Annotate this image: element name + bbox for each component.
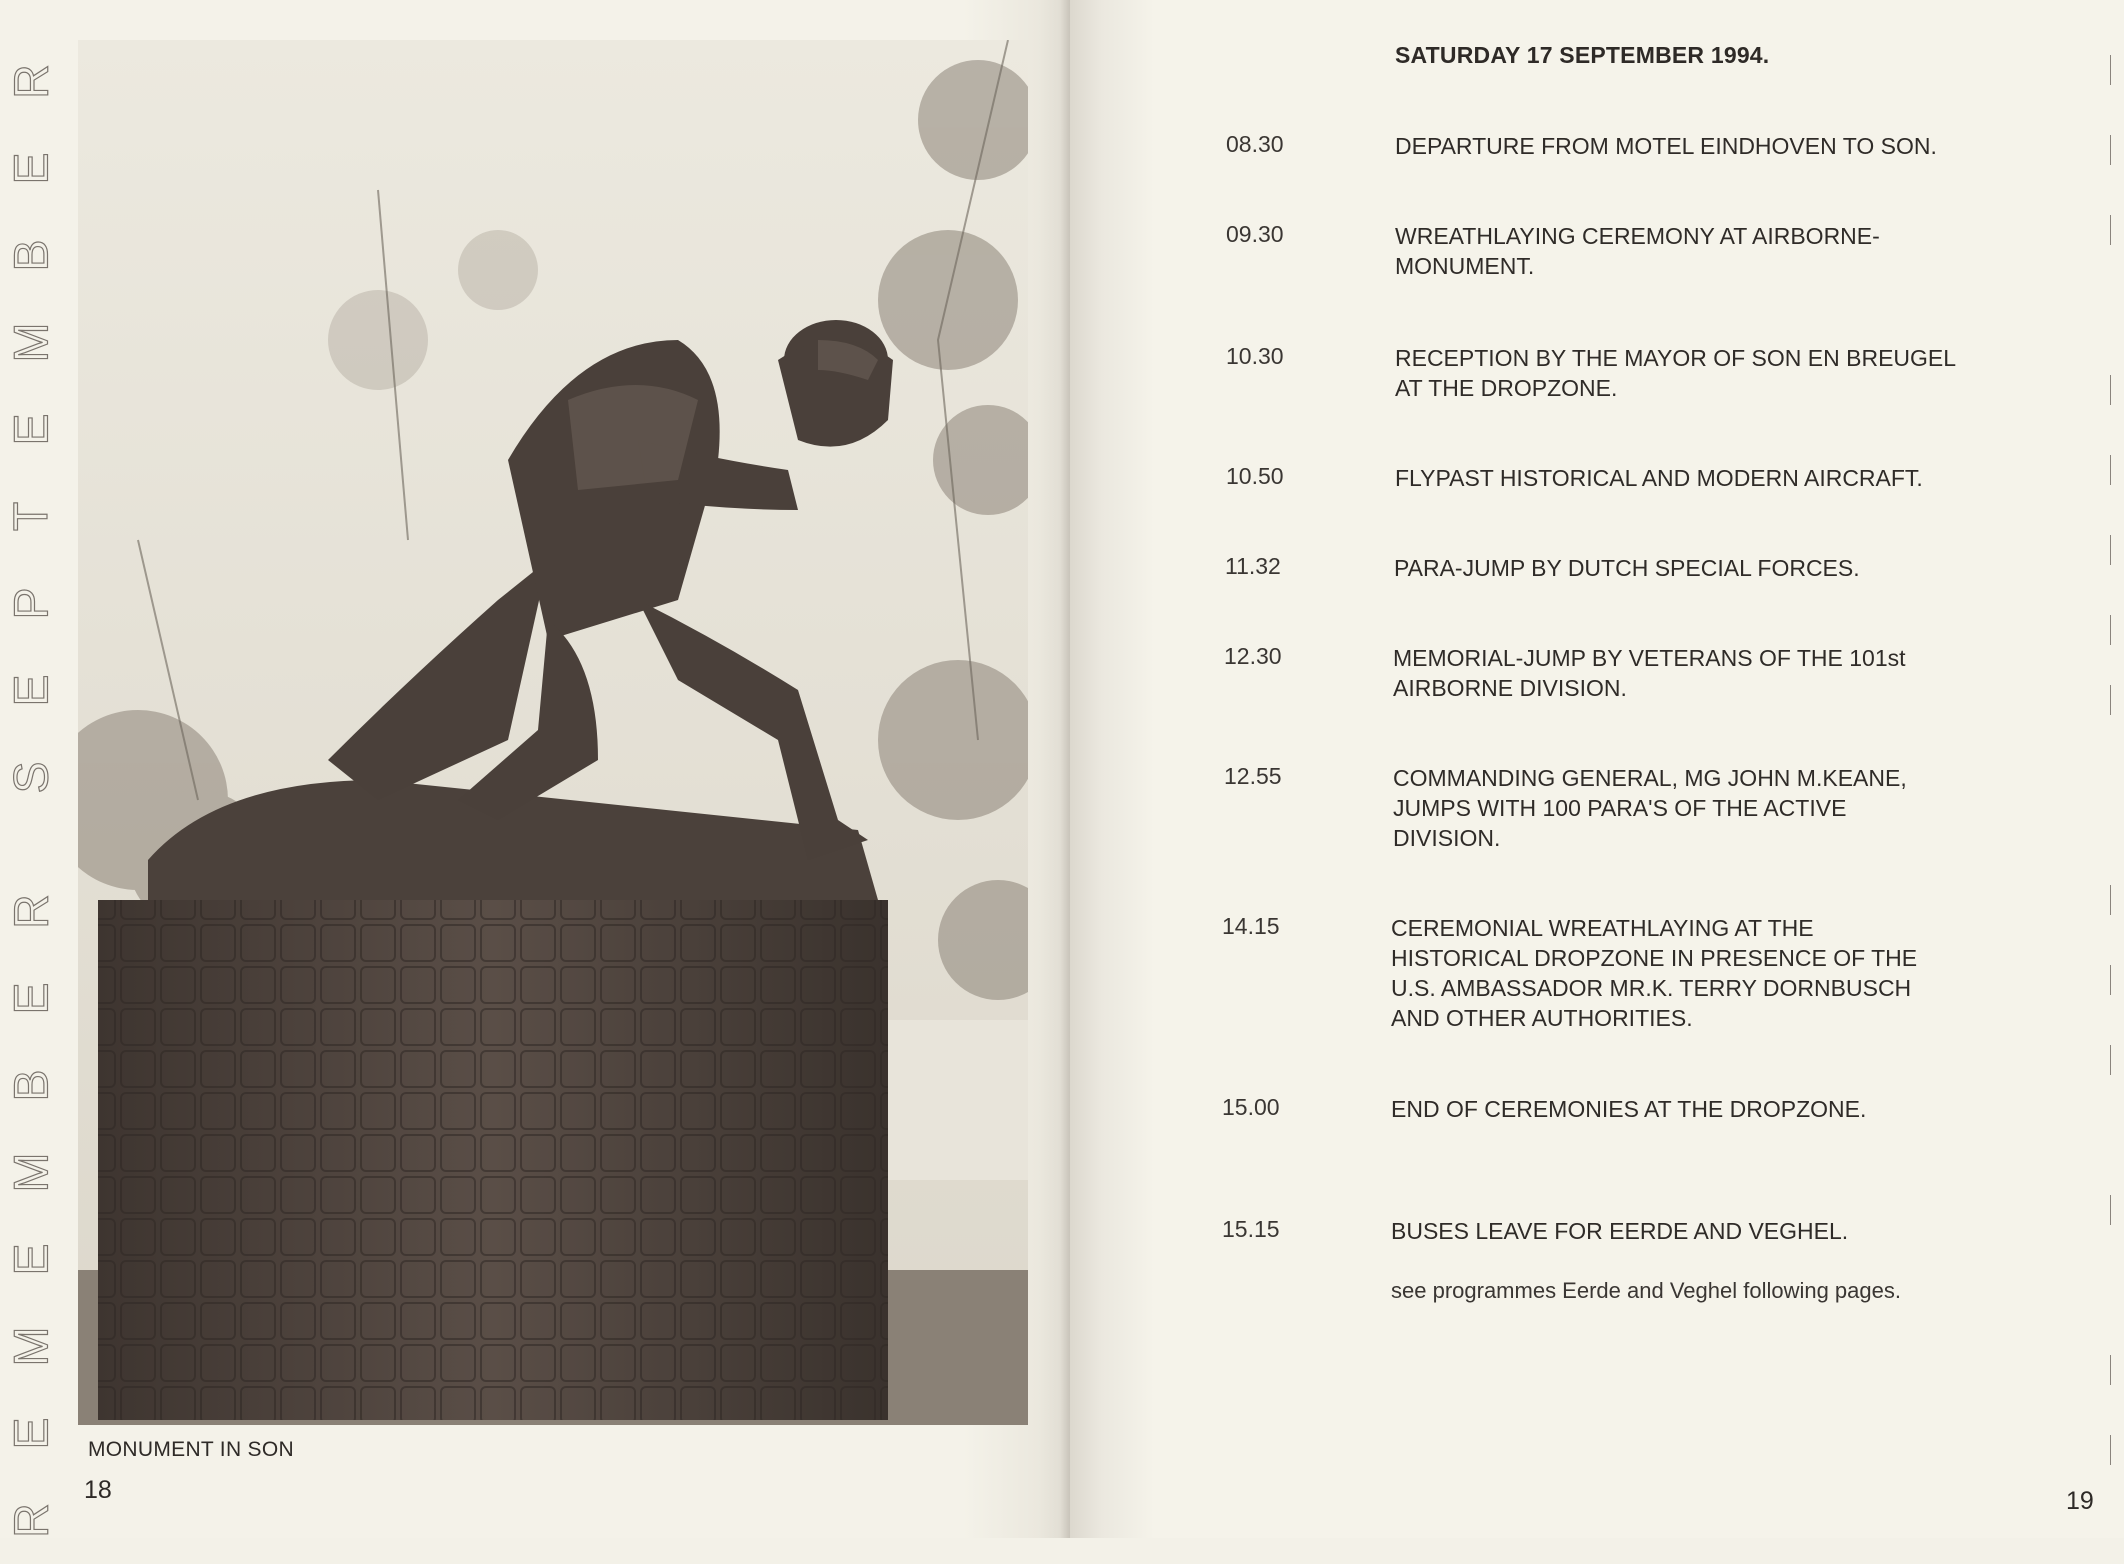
vertical-word-remember	[5, 868, 82, 1564]
schedule-text: MEMORIAL-JUMP BY VETERANS OF THE 101st AIRBORNE DIVISION.	[1393, 645, 1906, 701]
vertical-letter: B	[5, 239, 59, 272]
schedule-title: SATURDAY 17 SEPTEMBER 1994.	[1395, 42, 1770, 68]
schedule-time: 12.30	[1224, 643, 1282, 669]
vertical-letter: P	[5, 587, 59, 620]
schedule-time: 08.30	[1226, 131, 1284, 157]
vertical-letter: T	[5, 501, 59, 532]
schedule-time: 11.32	[1225, 553, 1281, 579]
vertical-letter: M	[5, 1152, 59, 1193]
schedule-text: DEPARTURE FROM MOTEL EINDHOVEN TO SON.	[1395, 133, 1937, 159]
vertical-letter: E	[5, 674, 59, 707]
vertical-letter: R	[5, 64, 59, 99]
vertical-letter: E	[5, 982, 59, 1015]
vertical-letter: M	[5, 1326, 59, 1367]
schedule-text: FLYPAST HISTORICAL AND MODERN AIRCRAFT.	[1395, 465, 1923, 491]
photo-caption: MONUMENT IN SON	[88, 1438, 294, 1461]
vertical-word-september	[5, 38, 82, 821]
schedule-time: 10.30	[1226, 343, 1284, 369]
schedule-time: 15.15	[1222, 1216, 1280, 1242]
monument-photo	[78, 40, 1028, 1425]
vertical-letter: B	[5, 1069, 59, 1102]
vertical-letter: M	[5, 322, 59, 363]
vertical-letter: E	[5, 413, 59, 446]
schedule-text: END OF CEREMONIES AT THE DROPZONE.	[1391, 1096, 1867, 1122]
vertical-letter: E	[5, 1417, 59, 1450]
vertical-letter: E	[5, 1243, 59, 1276]
schedule-time: 09.30	[1226, 221, 1284, 247]
vertical-letter: R	[5, 894, 59, 929]
edge-letters-cutoff	[2110, 55, 2124, 1515]
schedule-time: 15.00	[1222, 1094, 1280, 1120]
left-page	[0, 0, 1070, 1538]
schedule-time: 12.55	[1224, 763, 1282, 789]
schedule-text: RECEPTION BY THE MAYOR OF SON EN BREUGEL AT THE DROPZONE.	[1395, 345, 1957, 401]
page-number-left: 18	[84, 1476, 112, 1504]
vertical-letter: S	[5, 761, 59, 794]
schedule-time: 14.15	[1222, 913, 1280, 939]
vertical-letter: R	[5, 1503, 59, 1538]
schedule-text: PARA-JUMP BY DUTCH SPECIAL FORCES.	[1394, 555, 1860, 581]
schedule-text: COMMANDING GENERAL, MG JOHN M.KEANE, JUMPS WITH 100 PARA'S OF THE ACTIVE DIVISION.	[1393, 765, 1907, 851]
schedule-text: WREATHLAYING CEREMONY AT AIRBORNE- MONUMENT.	[1395, 223, 1880, 279]
footnote: see programmes Eerde and Veghel following pages.	[1391, 1278, 1901, 1303]
schedule-text: BUSES LEAVE FOR EERDE AND VEGHEL.	[1391, 1218, 1849, 1244]
vertical-letter: E	[5, 152, 59, 185]
page-number-right: 19	[2066, 1487, 2094, 1515]
schedule-time: 10.50	[1226, 463, 1284, 489]
schedule-text: CEREMONIAL WREATHLAYING AT THE HISTORICAL DROPZONE IN PRESENCE OF THE U.S. AMBASSADOR MR.K. TERRY DORNBUSCH AND OTHER AUTHORITIES.	[1391, 915, 1918, 1031]
statue-icon	[78, 40, 1028, 1425]
